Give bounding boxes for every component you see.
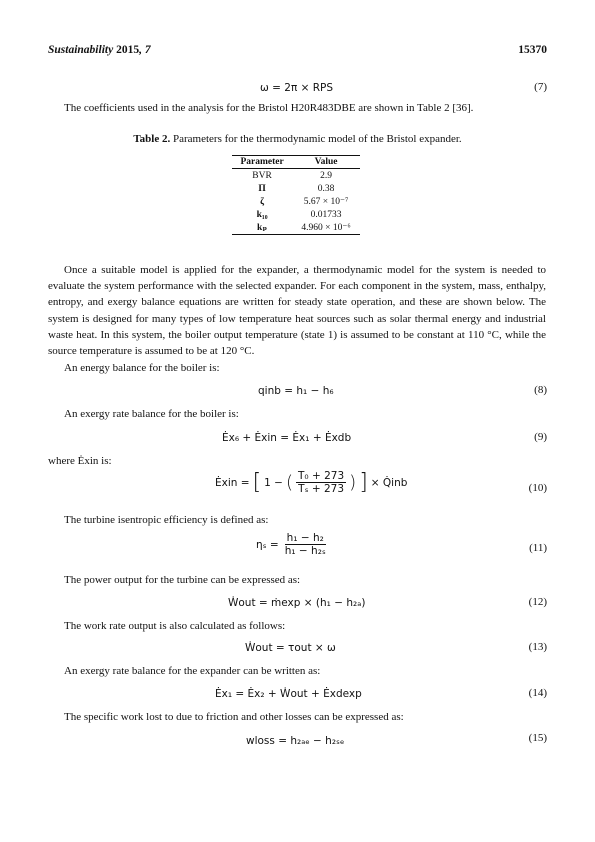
equation-8: qinb = h₁ − h₆ bbox=[258, 385, 334, 397]
equation-12: Ẇout = ṁexp × (h₁ − h₂ₐ) bbox=[228, 597, 366, 609]
value-cell: 0.38 bbox=[317, 183, 335, 194]
equation-15-number: (15) bbox=[528, 732, 547, 744]
eq10-one-minus: 1 − bbox=[264, 476, 283, 489]
equation-15: wloss = h₂ₐₑ − h₂ₛₑ bbox=[246, 735, 345, 747]
equation-11 bbox=[256, 532, 328, 557]
table-header-parameter: Parameter bbox=[232, 156, 292, 169]
right-paren: ) bbox=[349, 472, 357, 493]
exergy-balance-sentence: An exergy rate balance for the boiler is: bbox=[64, 408, 239, 420]
work-loss-sentence: The specific work lost to due to friction and other losses can be expressed as: bbox=[64, 711, 404, 723]
table-row bbox=[232, 208, 360, 221]
efficiency-numerator: h₁ − h₂ bbox=[286, 532, 324, 544]
param-cell: BVR bbox=[252, 170, 272, 181]
equation-9-number: (9) bbox=[534, 431, 547, 443]
equation-9: Ėx₆ + Ėxin = Ėx₁ + Ėxdb bbox=[222, 432, 352, 444]
equation-7: ω = 2π × RPS bbox=[260, 82, 334, 94]
page-number: 15370 bbox=[518, 44, 547, 56]
ratio-numerator: T₀ + 273 bbox=[298, 470, 345, 482]
param-cell: kₚ bbox=[232, 221, 292, 235]
work-rate-sentence: The work rate output is also calculated as follows: bbox=[64, 620, 286, 632]
right-bracket: ] bbox=[359, 470, 368, 495]
equation-10-number: (10) bbox=[528, 482, 547, 494]
param-cell: Π bbox=[258, 183, 266, 194]
equation-14: Ėx₁ = Ėx₂ + Ẇout + Ėxdexp bbox=[215, 688, 362, 700]
equation-11-number: (11) bbox=[529, 542, 547, 554]
efficiency-fraction bbox=[283, 532, 328, 557]
table-header-value: Value bbox=[292, 156, 360, 169]
eq10-rhs: × Q̇inb bbox=[370, 476, 408, 489]
table-row bbox=[232, 169, 360, 183]
turbine-efficiency-sentence: The turbine isentropic efficiency is defined as: bbox=[64, 514, 269, 526]
value-cell: 4.960 × 10⁻⁶ bbox=[292, 221, 360, 235]
eq10-lhs: Ėxin = bbox=[215, 476, 250, 489]
equation-13-number: (13) bbox=[528, 641, 547, 653]
table-row bbox=[232, 182, 360, 195]
equation-13: Ẇout = τout × ω bbox=[245, 642, 336, 654]
table-row bbox=[232, 195, 360, 208]
efficiency-denominator: h₁ − h₂ₛ bbox=[284, 545, 326, 557]
model-paragraph: Once a suitable model is applied for the expander, a thermodynamic model for the system is needed to evaluate the system performance with the selected expander. For each component in the system, mass, enthalpy, entropy, and exergy balance equations are written for steady state operation, and these are shown below. The system is designed for many types of low temperature heat sources such as solar thermal energy and industrial waste heat. In this system, the boiler output temperature (state 1) is assumed to be constant at 110 °C, while the source temperature is assumed to be at 120 °C. bbox=[48, 264, 546, 358]
parameters-table bbox=[232, 155, 360, 235]
equation-7-number: (7) bbox=[534, 81, 547, 93]
param-cell: ζ bbox=[260, 196, 265, 207]
expander-exergy-sentence: An exergy rate balance for the expander can be written as: bbox=[64, 665, 321, 677]
where-sentence: where Ėxin is: bbox=[48, 455, 112, 467]
ratio-denominator: Tₛ + 273 bbox=[298, 483, 345, 495]
param-cell: k₁₀ bbox=[256, 209, 268, 220]
left-paren: ( bbox=[285, 472, 294, 493]
coefficients-sentence: The coefficients used in the analysis for the Bristol H20R483DBE are shown in Table 2 [36]. bbox=[64, 102, 474, 114]
power-output-sentence: The power output for the turbine can be expressed as: bbox=[64, 574, 301, 586]
left-bracket: [ bbox=[252, 470, 262, 495]
eq11-lhs: ηₛ = bbox=[256, 538, 279, 551]
energy-balance-sentence: An energy balance for the boiler is: bbox=[64, 362, 220, 374]
equation-8-number: (8) bbox=[534, 384, 547, 396]
table-caption: Table 2. Parameters for the thermodynamic model of the Bristol expander. bbox=[133, 133, 462, 145]
value-cell: 0.01733 bbox=[310, 209, 342, 220]
table-row bbox=[232, 221, 360, 235]
value-cell: 5.67 × 10⁻⁷ bbox=[303, 197, 349, 207]
equation-12-number: (12) bbox=[528, 596, 547, 608]
value-cell: 2.9 bbox=[320, 170, 332, 181]
temperature-ratio bbox=[296, 470, 346, 495]
journal-header: Sustainability 2015, 7 bbox=[48, 44, 151, 56]
equation-10 bbox=[215, 470, 407, 495]
equation-14-number: (14) bbox=[528, 687, 547, 699]
